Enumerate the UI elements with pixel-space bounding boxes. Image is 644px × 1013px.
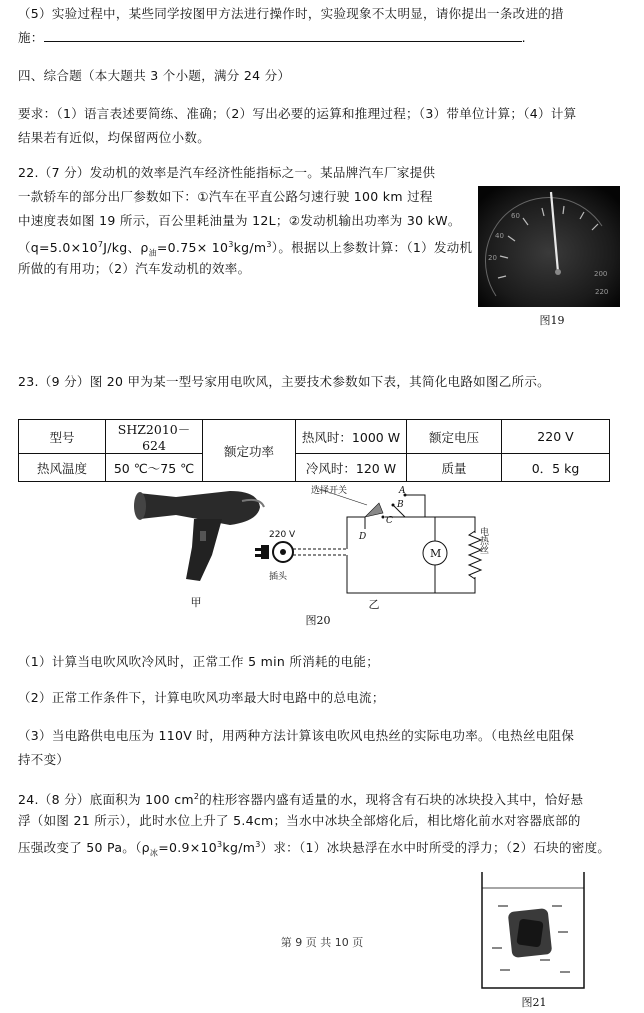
table-row	[19, 454, 610, 482]
q24-l3c: =0.9×10	[158, 840, 218, 856]
cell-hot-temp-label: 热风温度	[19, 454, 106, 482]
section-heading: 四、综合题（本大题共 3 个小题，满分 24 分）	[18, 68, 291, 83]
spec-table	[18, 419, 610, 482]
q23-intro: 23.（9 分）图 20 甲为某一型号家用电吹风，主要技术参数如下表，其简化电路如图乙所示。	[18, 374, 550, 389]
point-b: B	[397, 500, 404, 510]
fig19-caption: 图19	[539, 314, 565, 327]
q24-l1c: 的柱形容器内盛有适量的水，现将含有石块的冰块投入其中，恰好悬	[199, 792, 584, 808]
cell-mass-value: 0．5 kg	[502, 454, 610, 482]
q22-l4i: ）。根据以上参数计算：（1）发动机	[271, 240, 473, 256]
cell-hot-temp-value: 50 ℃～75 ℃	[106, 454, 203, 482]
cell-cold-power: 冷风时：120 W	[296, 454, 407, 482]
q22-l4g: kg/m	[233, 240, 267, 256]
q21-line-1: （5）实验过程中，某些同学按图甲方法进行操作时，实验现象不太明显，请你提出一条改进的措	[18, 6, 564, 21]
q23-part-1: （1）计算当电吹风吹冷风时，正常工作 5 min 所消耗的电能；	[18, 654, 379, 669]
switch-label: 选择开关	[311, 486, 348, 496]
q24-line-1	[18, 787, 630, 810]
q24-l3g: ）求：（1）冰块悬浮在水中时所受的浮力；（2）石块的密度。	[260, 840, 611, 856]
q24-l1a: 24.（8 分）底面积为 100 cm	[18, 792, 194, 808]
hair-dryer-image	[130, 485, 270, 585]
gauge-tick-60: 60	[511, 212, 520, 220]
circuit-diagram	[255, 483, 495, 601]
voltage-label: 220 V	[269, 530, 296, 540]
q21-line-2-text: 施：	[18, 30, 44, 45]
q23-part-3-line-2: 持不变）	[18, 752, 70, 767]
q22-line-5: 所做的有用功；（2）汽车发动机的效率。	[18, 261, 251, 276]
container-figure	[480, 868, 588, 992]
cell-model-value: SHZ2010－624	[106, 420, 203, 454]
q23-part-2: （2）正常工作条件下，计算电吹风功率最大时电路中的总电流；	[18, 690, 385, 705]
q24-l1b: 2	[193, 792, 200, 801]
circuit-image	[255, 483, 495, 601]
q22-l4h: 3	[266, 240, 272, 249]
q24-l3a: 压强改变了 50 Pa。（ρ	[18, 840, 150, 856]
q23-part-3-line-1: （3）当电路供电电压为 110V 时，用两种方法计算该电吹风电热丝的实际电功率。（电热丝电阻保	[18, 728, 575, 743]
answer-blank	[44, 29, 522, 42]
q24-l3f: 3	[255, 840, 261, 849]
plug-label: 插头	[269, 572, 288, 582]
q22-l4e: =0.75× 10	[156, 240, 229, 256]
gauge-tick-200: 200	[594, 270, 608, 278]
cell-rated-voltage-label: 额定电压	[407, 420, 502, 454]
gauge-tick-220: 220	[595, 288, 609, 296]
cell-rated-voltage-value: 220 V	[502, 420, 610, 454]
table-row	[19, 420, 610, 454]
fig-yi-label: 乙	[368, 598, 380, 611]
q22-l4f: 3	[228, 240, 234, 249]
q22-line-2: 一款轿车的部分出厂参数如下：①汽车在平直公路匀速行驶 100 km 过程	[18, 189, 433, 204]
q24-l3e: kg/m	[222, 840, 256, 856]
fig-jia-label: 甲	[190, 596, 202, 609]
gauge-tick-20: 20	[488, 254, 497, 262]
q22-l4d: 油	[148, 248, 157, 258]
requirement-line-1: 要求：（1）语言表述要简练、准确；（2）写出必要的运算和推理过程；（3）带单位计算；（4）计算	[18, 106, 577, 121]
container-image	[480, 868, 588, 992]
speedometer-figure	[478, 186, 620, 307]
q24-l3b: 冰	[149, 848, 159, 858]
requirement-line-2: 结果若有近似，均保留两位小数。	[18, 130, 211, 145]
gauge-tick-40: 40	[495, 232, 504, 240]
q22-l4c: J/kg、ρ	[103, 240, 149, 256]
q24-line-2: 浮（如图 21 所示），此时水位上升了 5.4cm；当水中冰块全部熔化后，相比熔化前水对容器底部的	[18, 813, 581, 828]
cell-model-label: 型号	[19, 420, 106, 454]
hair-dryer-figure	[130, 485, 270, 585]
point-c: C	[386, 516, 393, 526]
fig21-caption: 图21	[521, 996, 547, 1009]
q22-l4b: 7	[97, 240, 104, 249]
q21-line-2: 施： .	[18, 30, 526, 45]
point-d: D	[359, 532, 367, 542]
fig20-caption: 图20	[305, 614, 331, 627]
q24-l3d: 3	[217, 840, 223, 849]
speedometer-image	[478, 186, 620, 307]
cell-hot-power: 热风时：1000 W	[296, 420, 407, 454]
q22-l4a: （q=5.0×10	[18, 240, 98, 256]
motor-label: M	[430, 547, 442, 560]
cell-rated-power-label: 额定功率	[203, 420, 296, 482]
q22-line-3: 中速度表如图 19 所示，百公里耗油量为 12L；②发动机输出功率为 30 kW。	[18, 213, 461, 228]
heater-label: 电热丝	[478, 527, 488, 554]
cell-mass-label: 质量	[407, 454, 502, 482]
q24-line-3	[18, 835, 630, 864]
q22-line-1: 22.（7 分）发动机的效率是汽车经济性能指标之一。某品牌汽车厂家提供	[18, 165, 436, 180]
page-footer: 第 9 页 共 10 页	[280, 936, 364, 949]
point-a: A	[399, 486, 406, 496]
